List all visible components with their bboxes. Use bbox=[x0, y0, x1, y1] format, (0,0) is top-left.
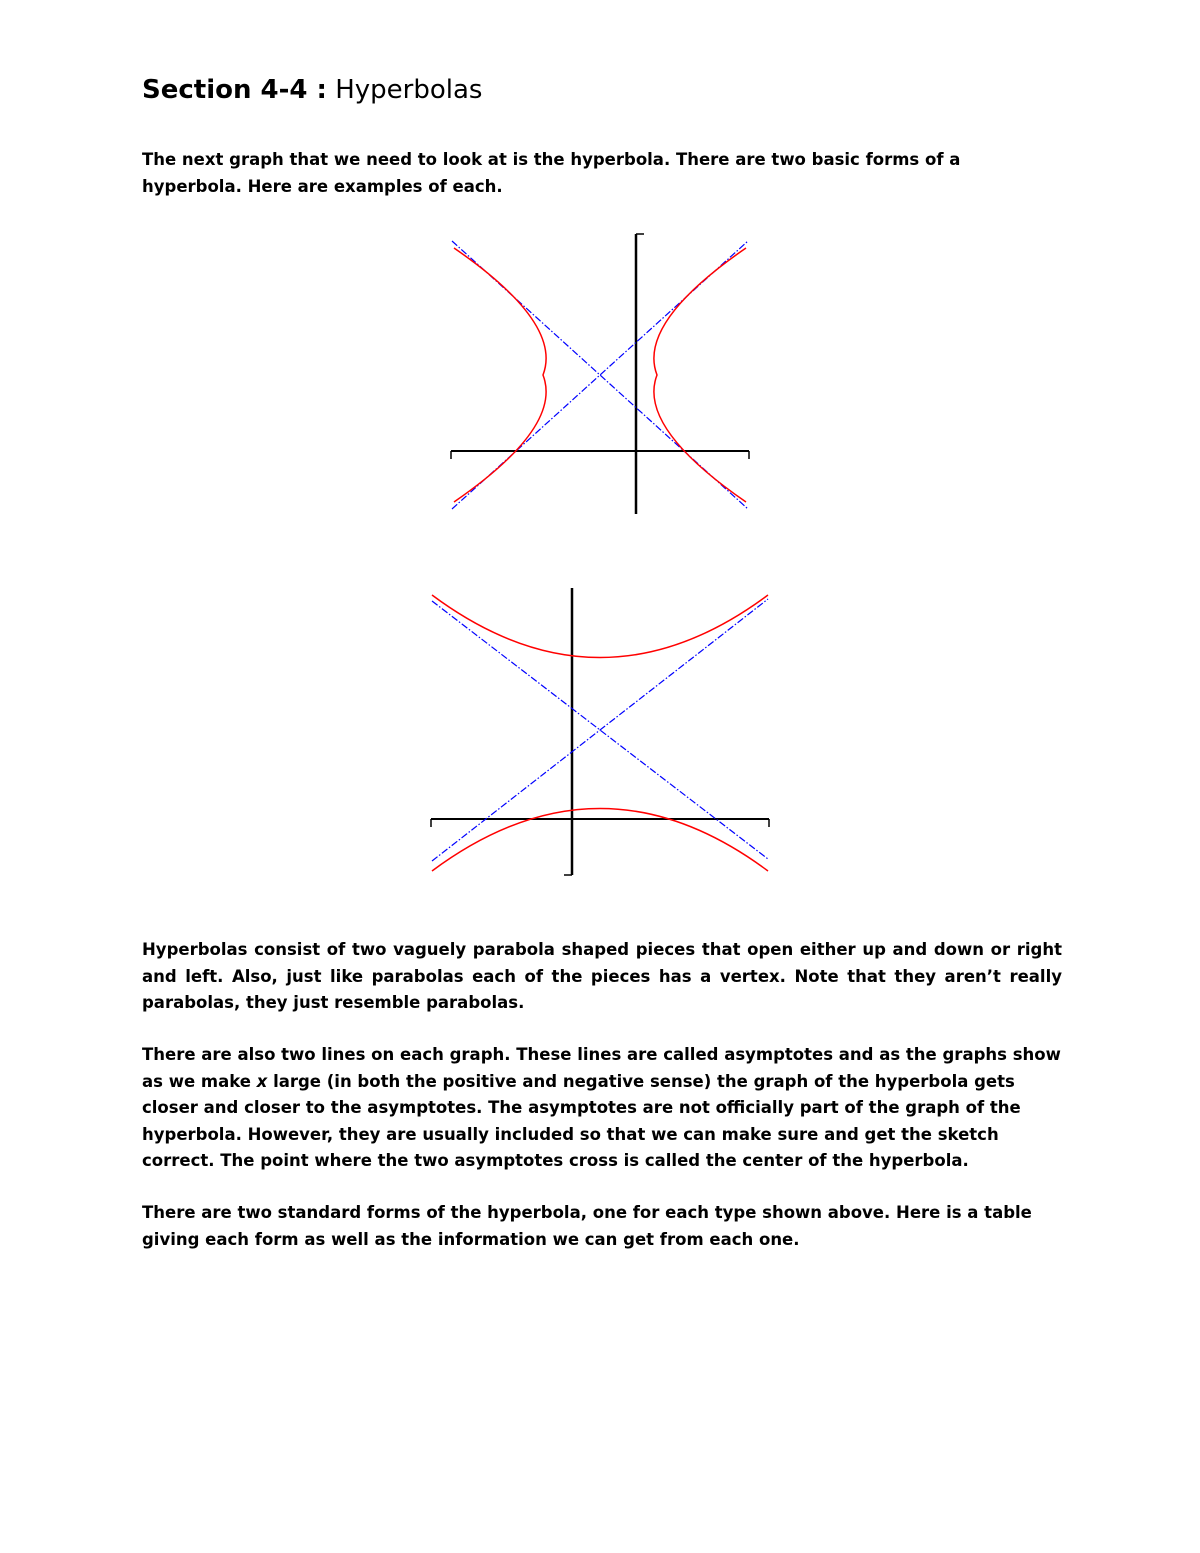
horizontal-hyperbola-graph bbox=[440, 228, 760, 520]
hyperbola-branches bbox=[432, 595, 768, 871]
intro-paragraph: The next graph that we need to look at is the hyperbola. There are two basic forms of a hyperbola. Here are examples of each. bbox=[142, 150, 961, 196]
asymptotes-paragraph bbox=[142, 1042, 1062, 1175]
hyperbola-branches bbox=[454, 248, 746, 502]
variable-x: x bbox=[256, 1071, 268, 1091]
pieces-paragraph: Hyperbolas consist of two vaguely parabola shaped pieces that open either up and down or right and left. Also, just like parabolas each of the pieces has a vertex. Note that they aren’t really parabolas, they just resemble parabolas. bbox=[142, 940, 1062, 1012]
graph-axes bbox=[431, 588, 769, 875]
hyperbola-right-branch bbox=[654, 248, 746, 502]
asymptotes-text-start: There are also two lines on each graph. These lines are called asymptotes and as the graphs show as we make bbox=[142, 1045, 1061, 1091]
standard-forms-paragraph: There are two standard forms of the hyperbola, one for each type shown above. Here is a table giving each form as well as the information we can get from each one. bbox=[142, 1203, 1032, 1249]
hyperbola-left-branch bbox=[454, 248, 546, 502]
asymptotes bbox=[432, 599, 768, 861]
graph-axes bbox=[451, 234, 749, 514]
hyperbola-lower-branch bbox=[432, 809, 768, 872]
section-number: Section 4-4 : bbox=[142, 75, 327, 105]
vertical-hyperbola-graph bbox=[420, 583, 780, 883]
asymptotes-text-end: large (in both the positive and negative sense) the graph of the hyperbola gets closer and closer to the asymptotes. The asymptotes are not officially part of the graph of the hyperbola. However, they are usually included so that we can make sure and get the sketch correct. The point where the two asymptotes cross is called the center of the hyperbola. bbox=[142, 1071, 1021, 1170]
section-title: Hyperbolas bbox=[335, 75, 483, 105]
asymptote-rising bbox=[432, 599, 768, 861]
section-heading bbox=[142, 72, 482, 108]
hyperbola-upper-branch bbox=[432, 595, 768, 658]
